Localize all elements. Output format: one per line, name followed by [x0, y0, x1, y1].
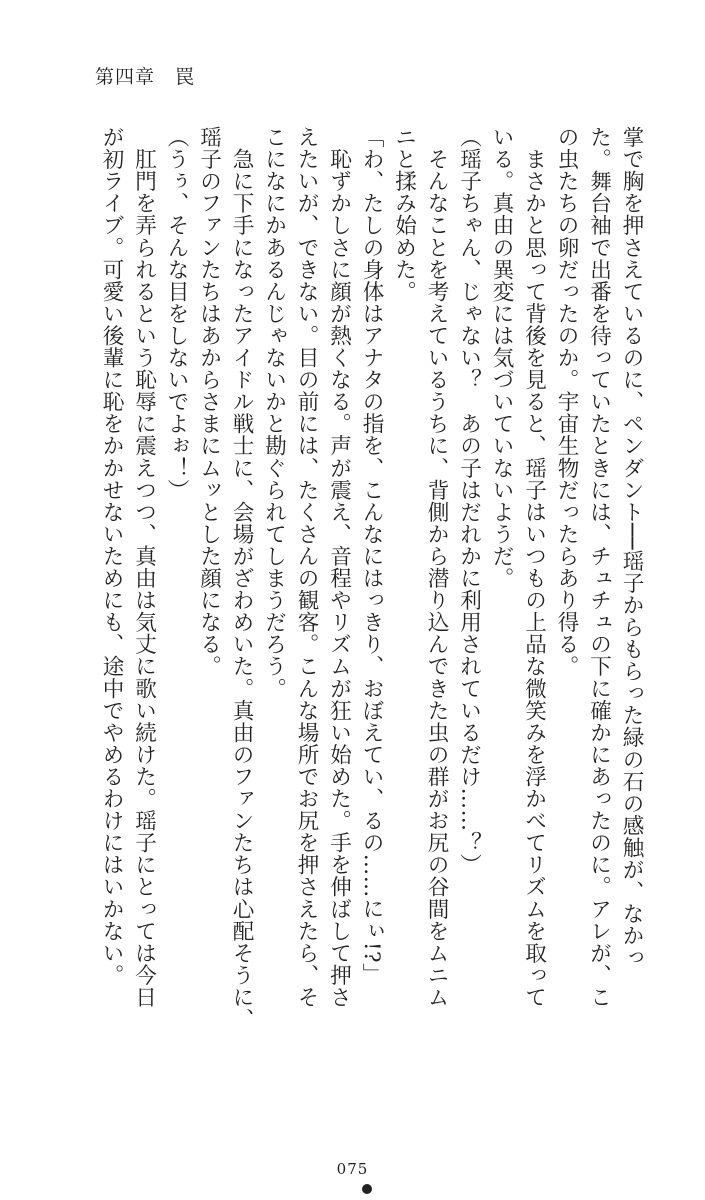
body-text: [95, 126, 648, 1136]
text-line: ニと揉み始めた。: [391, 126, 417, 303]
text-line: えたいが、できない。目の前には、たくさんの観客。こんな場所でお尻を押さえたら、そ: [294, 126, 319, 1008]
text-line: 「わ、たしの身体はアナタの指を、こんなにはっきり、おぼえてい、るの……にぃ!?」: [359, 126, 384, 986]
page-marker-dot: [362, 1184, 372, 1194]
text-line: いる。真由の異変には気づいていないようだ。: [489, 126, 514, 590]
text-line: が初ライブ。可愛い後輩に恥をかかせないためにも、途中でやめるわけにはいかない。: [99, 126, 124, 986]
text-line: た。舞台袖で出番を待っていたときには、チュチュの下に確かにあったのに。アレが、こ: [586, 126, 612, 1008]
text-line: （瑶子ちゃん、じゃない？ あの子はだれかに利用されているだけ……？）: [456, 126, 482, 876]
text-line: そんなことを考えているうちに、背側から潜り込んできた虫の群がお尻の谷間をムニム: [424, 126, 449, 1008]
text-line: （うぅ、そんな目をしないでよぉ！）: [164, 126, 189, 501]
running-head-chapter-title: 第四章 罠: [95, 66, 196, 88]
text-line: 瑶子のファンたちはあからさまにムッとした顔になる。: [196, 126, 222, 678]
page-number: 075: [336, 1160, 369, 1178]
text-line: まさかと思って背後を見ると、瑶子はいつもの上品な微笑みを浮かべてリズムを取って: [521, 126, 547, 1008]
text-line: の虫たちの卵だったのか。宇宙生物だったらあり得る。: [554, 126, 579, 678]
text-line: こになにかあるんじゃないかと勘ぐられてしまうだろう。: [261, 126, 287, 700]
text-line: 肛門を弄られるという恥辱に震えつつ、真由は気丈に歌い続けた。瑶子にとっては今日: [131, 126, 157, 1008]
text-line: 掌で胸を押さえているのに、ペンダント──瑶子からもらった緑の石の感触が、なかっ: [619, 126, 644, 969]
text-line: 急に下手になったアイドル戦士に、会場がざわめいた。真由のファンたちは心配そうに、: [229, 126, 254, 1031]
text-line: 恥ずかしさに顔が熱くなる。声が震え、音程やリズムが狂い始めた。手を伸ばして押さ: [326, 126, 352, 1008]
